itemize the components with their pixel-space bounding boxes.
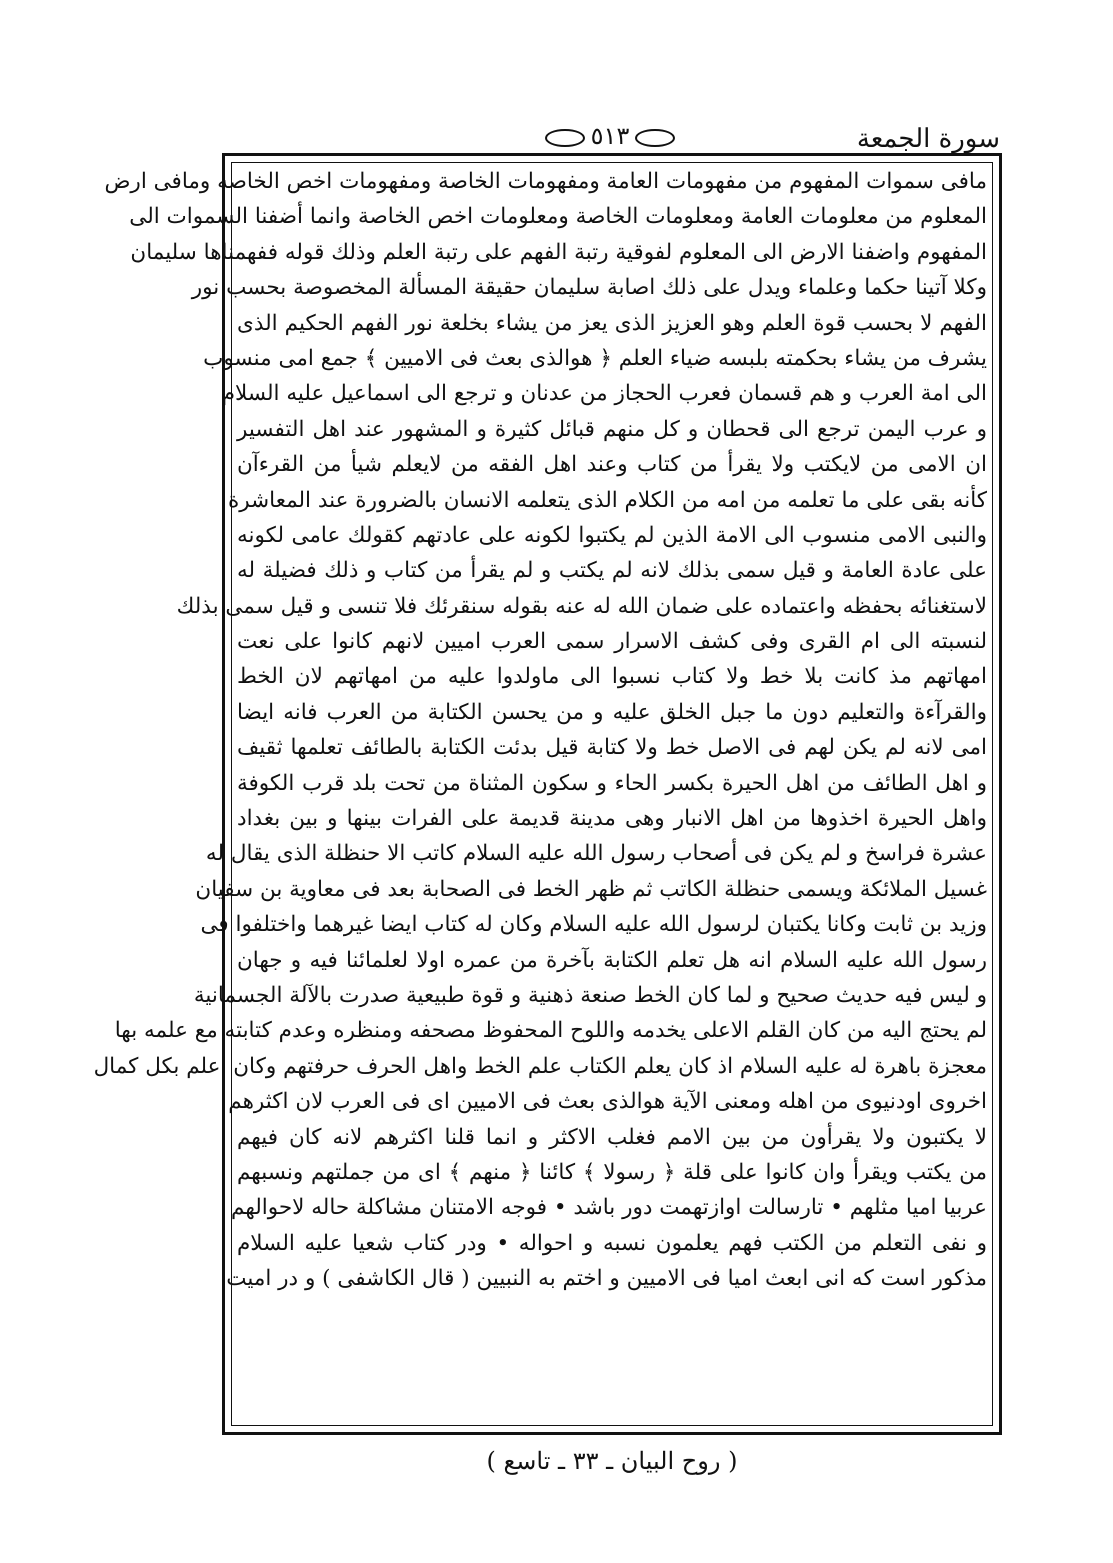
text-line: ان الامى من لايكتب ولا يقرأ من كتاب وعند اهل الفقه من لايعلم شيأ من القرءآن <box>237 452 987 478</box>
text-line: رسول الله عليه السلام انه هل تعلم الكتابة بآخرة من عمره اولا لعلمائنا فيه و جهان <box>237 947 987 973</box>
body-text <box>93 164 987 1424</box>
text-line: معجزة باهرة له عليه السلام اذ كان يعلم الكتاب علم الخط واهل الحرف حرفتهم وكان اعلم بكل كمال <box>93 1053 987 1079</box>
page-number: ٥١٣ <box>590 122 630 150</box>
surah-title: سورة الجمعة <box>856 124 1000 154</box>
text-line: الفهم لا بحسب قوة العلم وهو العزيز الذى يعز من يشاء بخلعة نور الفهم الحكيم الذى <box>237 310 987 336</box>
text-line: وكلا آتينا حكما وعلماء ويدل على ذلك اصابة سليمان حقيقة المسألة المخصوصة بحسب نور <box>191 275 987 301</box>
text-line: يشرف من يشاء بحكمته بلبسه ضياء العلم ﴿ هوالذى بعث فى الاميين ﴾ جمع امى منسوب <box>203 345 987 371</box>
text-line: مذكور است كه انى ابعث اميا فى الاميين و اختم به النبيين ( قال الكاشفى ) و در اميت <box>226 1266 987 1292</box>
text-line: لم يحتج اليه من كان القلم الاعلى يخدمه واللوح المحفوظ مصحفه ومنظره وعدم كتابته مع علمه بها <box>114 1018 987 1044</box>
text-line: لا يكتبون ولا يقرأون من بين الامم فغلب الاكثر و انما قلنا اكثرهم لانه كان فيهم <box>237 1124 987 1150</box>
text-line: لاستغنائه بحفظه واعتماده على ضمان الله له عنه بقوله سنقرئك فلا تنسى و قيل سمى بذلك <box>176 593 987 619</box>
text-line: اخروى اودنيوى من اهله ومعنى الآية هوالذى بعث فى الاميين اى فى العرب لان اكثرهم <box>228 1089 987 1115</box>
text-line: و اهل الطائف من اهل الحيرة بكسر الحاء و سكون المثناة من تحت بلد قرب الكوفة <box>237 770 987 796</box>
page-number-block <box>520 122 700 150</box>
text-line: واهل الحيرة اخذوها من اهل الانبار وهى مدينة قديمة على الفرات بينها و بين بغداد <box>237 806 987 832</box>
text-line: من يكتب ويقرأ وان كانوا على قلة ﴿ رسولا ﴾ كائنا ﴿ منهم ﴾ اى من جملتهم ونسبهم <box>237 1159 987 1185</box>
text-line: امهاتهم مذ كانت بلا خط ولا كتاب نسبوا الى ماولدوا عليه من امهاتهم لان الخط <box>237 664 987 690</box>
text-line: عشرة فراسخ و لم يكن فى أصحاب رسول الله عليه السلام كاتب الا حنظلة الذى يقال له <box>205 841 987 867</box>
text-line: الى امة العرب و هم قسمان فعرب الحجاز من عدنان و ترجع الى اسماعيل عليه السلام <box>221 381 987 407</box>
text-line: المفهوم واضفنا الارض الى المعلوم لفوقية رتبة الفهم على رتبة العلم وذلك قوله ففهمناها سليمان <box>130 239 987 265</box>
text-line: مافى سموات المفهوم من مفهومات العامة ومفهومات الخاصة ومفهومات اخص الخاصه ومافى ارض <box>104 169 987 194</box>
text-line: كأنه بقى على ما تعلمه من امه من الكلام الذى يتعلمه الانسان بالضرورة عند المعاشرة <box>228 487 987 513</box>
page-footer: ( روح البيان ـ ٣٣ ـ تاسع ) <box>486 1447 738 1475</box>
text-line: لنسبته الى ام القرى وفى كشف الاسرار سمى العرب اميين لانهم كانوا على نعت <box>237 629 987 655</box>
text-line: عربيا اميا مثلهم • تارسالت اوازتهمت دور باشد • فوجه الامتنان مشاكلة حاله لاحوالهم <box>231 1195 987 1221</box>
text-line: على عادة العامة و قيل سمى بذلك لانه لم يكتب و لم يقرأ من كتاب و ذلك فضيلة له <box>237 558 987 584</box>
text-line: والقرآءة والتعليم دون ما جبل الخلق عليه و من يحسن الكتابة من العرب فانه ايضا <box>237 699 987 725</box>
text-frame <box>93 153 1002 1435</box>
text-line: وزيد بن ثابت وكانا يكتبان لرسول الله عليه السلام وكان له كتاب ايضا غيرهما واختلفوا فى <box>200 912 987 938</box>
text-line: امى لانه لم يكن لهم فى الاصل خط ولا كتابة قيل بدئت الكتابة بالطائف تعلمها ثقيف <box>237 735 987 761</box>
text-line: و عرب اليمن ترجع الى قحطان و كل منهم قبائل كثيرة و المشهور عند اهل التفسير <box>237 416 987 442</box>
ornament-icon <box>545 129 585 147</box>
text-line: غسيل الملائكة ويسمى حنظلة الكاتب ثم ظهر الخط فى الصحابة بعد فى معاوية بن سفيان <box>195 876 987 902</box>
ornament-icon <box>635 129 675 147</box>
text-line: والنبى الامى منسوب الى الامة الذين لم يكتبوا لكونه على عادتهم كقولك عامى لكونه <box>237 522 987 548</box>
text-line: المعلوم من معلومات العامة ومعلومات الخاصة ومعلومات اخص الخاصة وانما أضفنا السموات الى <box>129 204 987 230</box>
text-line: و نفى التعلم من الكتب فهم يعلمون نسبه و احواله • ودر كتاب شعيا عليه السلام <box>237 1230 987 1256</box>
text-line: و ليس فيه حديث صحيح و لما كان الخط صنعة ذهنية و قوة طبيعية صدرت بالآلة الجسمانية <box>193 982 987 1008</box>
page-header <box>220 118 1000 158</box>
